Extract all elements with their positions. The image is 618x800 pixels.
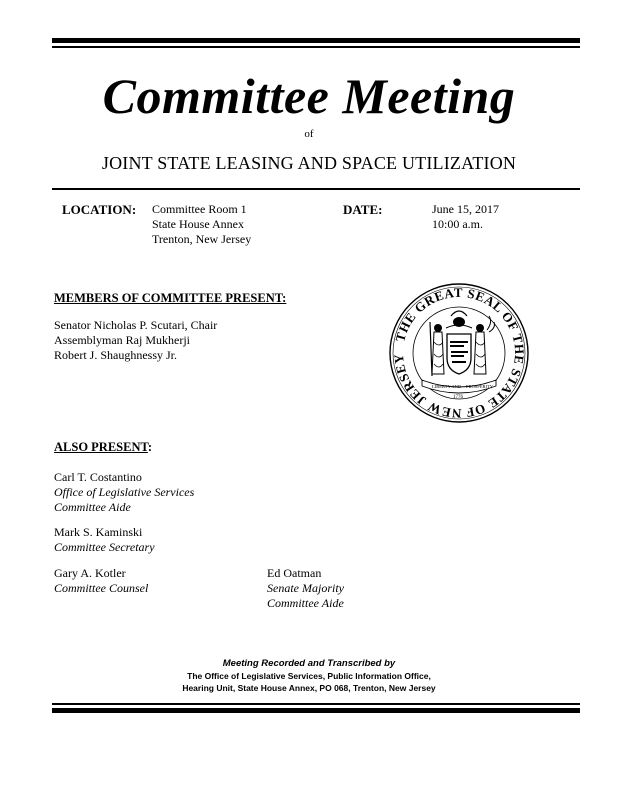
member-name: Senator Nicholas P. Scutari, Chair: [54, 318, 218, 332]
location-line: Trenton, New Jersey: [152, 232, 252, 246]
person-kotler: [54, 566, 148, 596]
person-kaminski: [54, 525, 155, 555]
footer-line-3: Hearing Unit, State House Annex, PO 068, Trenton, New Jersey: [182, 683, 436, 693]
seal-ribbon-left: LIBERTY AND: [432, 384, 462, 389]
title-of: of: [304, 128, 314, 140]
person-name: Ed Oatman: [267, 566, 322, 580]
person-name: Mark S. Kaminski: [54, 525, 143, 539]
person-name: Gary A. Kotler: [54, 566, 126, 580]
location-line: Committee Room 1: [152, 202, 247, 216]
document-title: Committee Meeting: [102, 68, 516, 124]
members-heading: MEMBERS OF COMMITTEE PRESENT:: [54, 291, 287, 305]
member-name: Robert J. Shaughnessy Jr.: [54, 348, 177, 362]
person-role: Senate Majority: [267, 581, 344, 595]
also-present-heading-colon: :: [147, 440, 153, 454]
committee-name: JOINT STATE LEASING AND SPACE UTILIZATION: [101, 153, 517, 173]
seal-ring-text: THE GREAT SEAL OF THE STATE OF NEW JERSEY: [390, 284, 528, 422]
seal-year: 1776: [453, 395, 463, 400]
state-seal: [388, 282, 530, 424]
date-lines: [432, 202, 499, 232]
top-rule-thin: [52, 46, 580, 48]
date-label: DATE:: [343, 202, 383, 217]
person-role: Committee Aide: [267, 596, 344, 610]
date-line: June 15, 2017: [432, 202, 499, 216]
header-divider-rule: [52, 188, 580, 190]
location-label: LOCATION:: [62, 202, 137, 217]
top-rule-thick: [52, 38, 580, 43]
members-list: [54, 318, 217, 363]
also-present-heading: ALSO PRESENT: [54, 440, 148, 454]
person-role: Committee Counsel: [54, 581, 149, 595]
footer-line-2: The Office of Legislative Services, Public Information Office,: [187, 671, 431, 681]
also-present-heading-row: [54, 440, 152, 455]
footer-line-1: Meeting Recorded and Transcribed by: [222, 658, 396, 669]
location-line: State House Annex: [152, 217, 244, 231]
member-name: Assemblyman Raj Mukherji: [54, 333, 190, 347]
person-role: Committee Secretary: [54, 540, 155, 554]
person-role: Office of Legislative Services: [54, 485, 195, 499]
date-line: 10:00 a.m.: [432, 217, 483, 231]
bottom-rule-thick: [52, 708, 580, 713]
person-role: Committee Aide: [54, 500, 131, 514]
location-lines: [152, 202, 251, 247]
person-costantino: [54, 470, 194, 515]
seal-ribbon-right: PROSPERITY: [466, 384, 494, 389]
seal-graphic: [388, 282, 530, 424]
bottom-rule-thin: [52, 703, 580, 705]
person-oatman: [267, 566, 344, 611]
person-name: Carl T. Costantino: [54, 470, 142, 484]
